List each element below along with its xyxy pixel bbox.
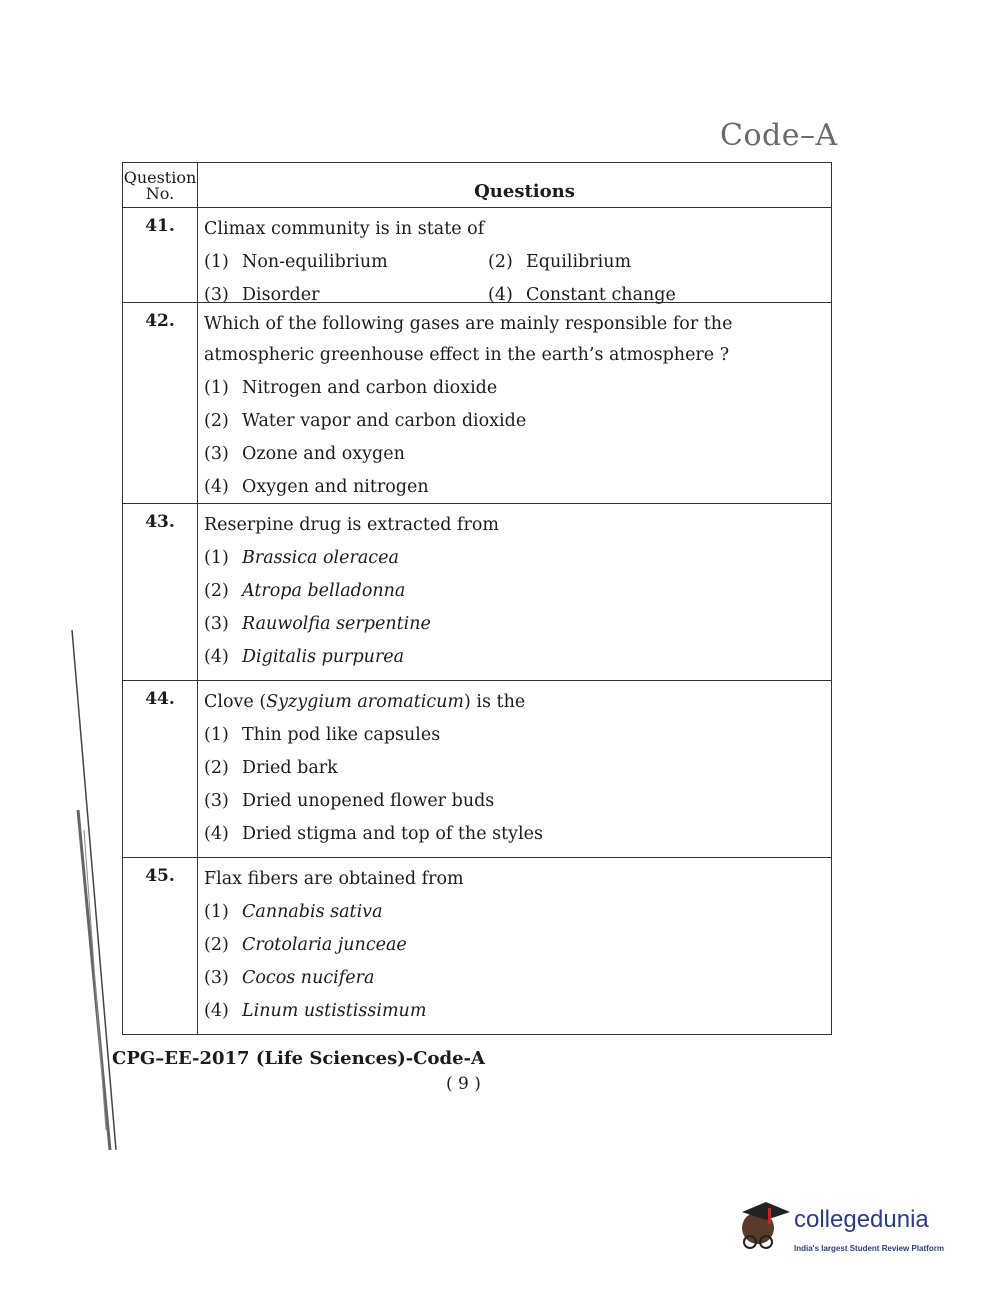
option-3: (3) Rauwolfia serpentine [204, 613, 431, 634]
option-3: (3) Ozone and oxygen [204, 443, 405, 464]
header-no-label: No. [145, 184, 175, 203]
option-1: (1) Thin pod like capsules [204, 724, 441, 745]
option-4: (4) Oxygen and nitrogen [204, 476, 429, 497]
question-row-45 [123, 858, 831, 1034]
option-2: (2) Atropa belladonna [204, 580, 406, 601]
option-2: (2) Equilibrium [488, 251, 632, 272]
question-row-43 [123, 504, 831, 681]
option-3: (3) Cocos nucifera [204, 967, 375, 988]
option-4: (4) Dried stigma and top of the styles [204, 823, 543, 844]
question-text: Flax fibers are obtained from [204, 869, 464, 889]
question-row-41 [123, 208, 831, 303]
question-no-header [123, 163, 198, 207]
question-body [198, 504, 831, 680]
exam-footer: CPG–EE-2017 (Life Sciences)-Code-A [112, 1048, 485, 1069]
question-row-44 [123, 681, 831, 858]
option-2: (2) Water vapor and carbon dioxide [204, 410, 527, 431]
question-body [198, 303, 831, 503]
question-text: Clove (Syzygium aromaticum) is the [204, 692, 526, 712]
option-1: (1) Brassica oleracea [204, 547, 399, 568]
option-3: (3) Dried unopened flower buds [204, 790, 495, 811]
page-number: ( 9 ) [446, 1074, 481, 1094]
option-1: (1) Non-equilibrium [204, 251, 388, 272]
option-4: (4) Constant change [488, 284, 676, 305]
option-1: (1) Cannabis sativa [204, 901, 383, 922]
option-4: (4) Linum ustistissimum [204, 1000, 427, 1021]
question-number: 45. [123, 858, 198, 1034]
question-number: 42. [123, 303, 198, 503]
option-1: (1) Nitrogen and carbon dioxide [204, 377, 498, 398]
logo-tagline: India's largest Student Review Platform [794, 1244, 944, 1253]
question-text: Climax community is in state of [204, 219, 485, 239]
question-number: 44. [123, 681, 198, 857]
question-table [122, 162, 832, 1035]
option-3: (3) Disorder [204, 284, 320, 305]
question-row-42 [123, 303, 831, 504]
question-body [198, 681, 831, 857]
question-number: 41. [123, 208, 198, 302]
option-4: (4) Digitalis purpurea [204, 646, 405, 667]
question-body [198, 858, 831, 1034]
question-number: 43. [123, 504, 198, 680]
questions-header: Questions [474, 181, 575, 202]
question-text: Reserpine drug is extracted from [204, 515, 499, 535]
table-header [123, 163, 831, 208]
question-body [198, 208, 831, 305]
logo-wordmark: collegedunia [794, 1206, 929, 1233]
option-2: (2) Crotolaria junceae [204, 934, 407, 955]
scan-margin-lines [70, 630, 130, 1150]
question-text: Which of the following gases are mainly responsible for the atmospheric greenhouse effect in the earth’s atmosphere ? [204, 314, 733, 365]
code-header: Code–A [720, 118, 838, 153]
header-question-label: Question [123, 168, 197, 187]
option-2: (2) Dried bark [204, 757, 338, 778]
